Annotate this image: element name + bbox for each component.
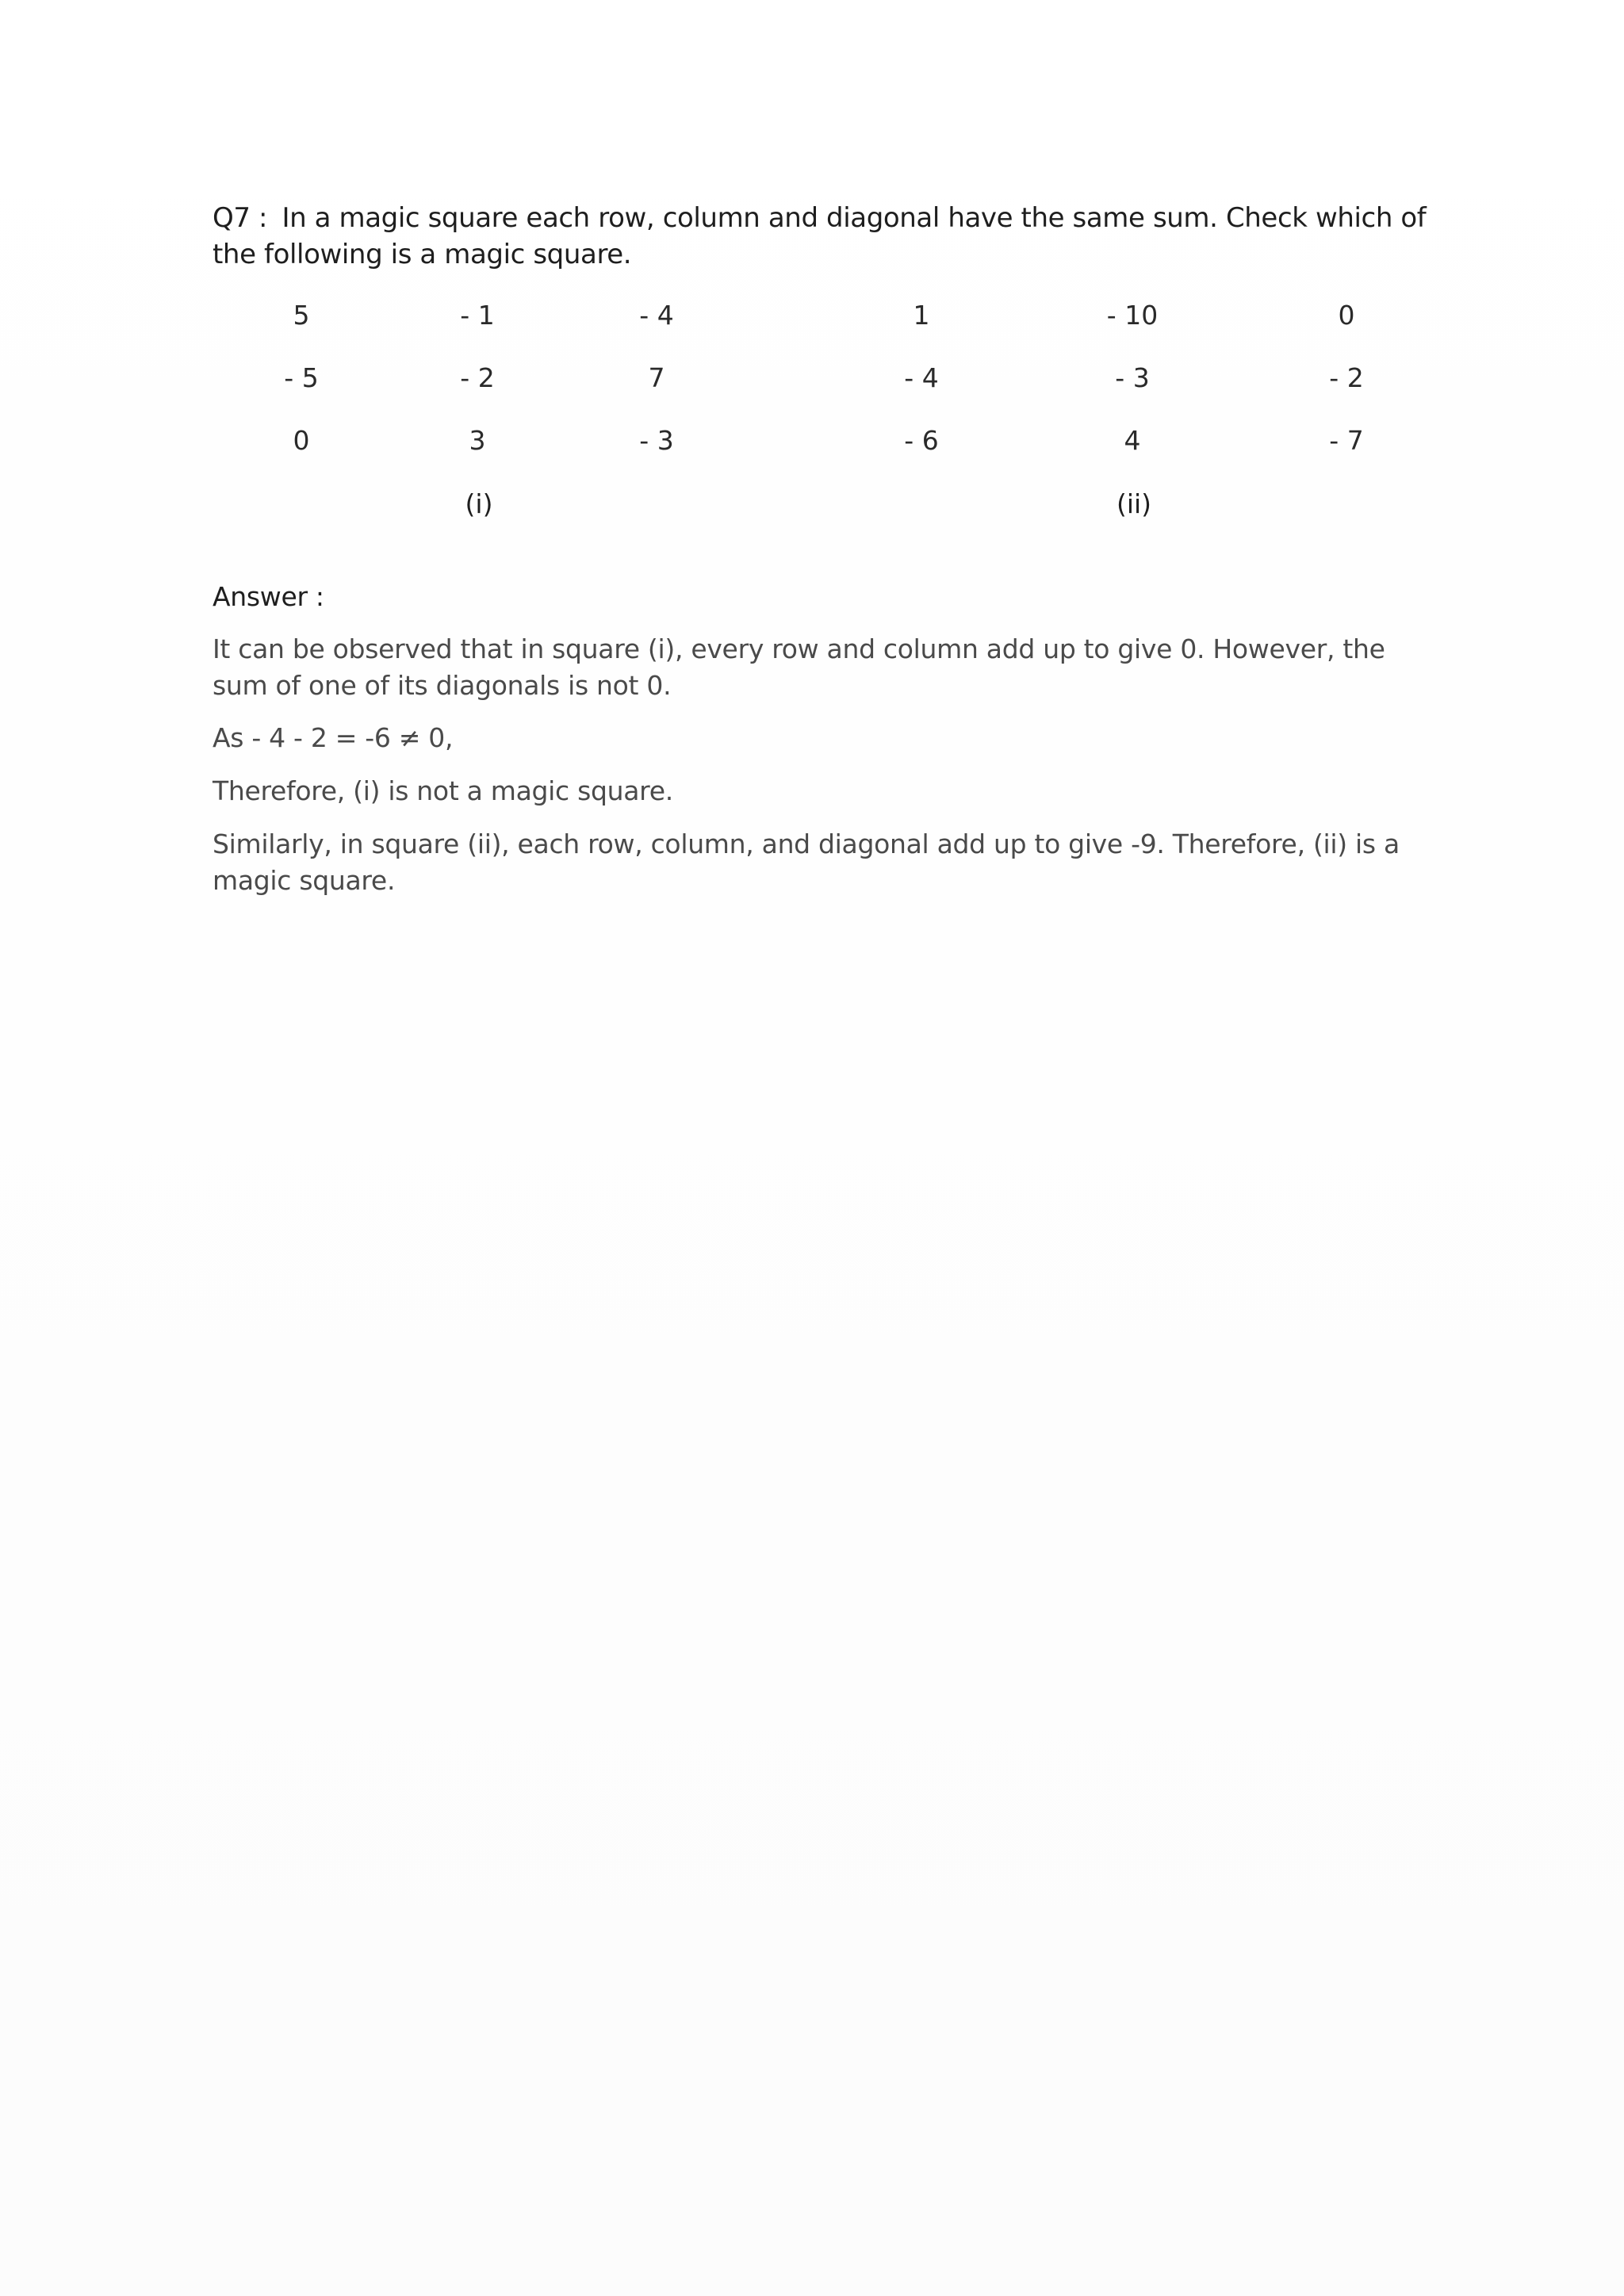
square-i-cell: - 2 (460, 362, 495, 393)
square-ii-cell: - 10 (1106, 300, 1159, 331)
square-i-cell: 5 (293, 300, 310, 331)
answer-paragraph: Similarly, in square (ii), each row, column, and diagonal add up to give -9. Therefore, (ii) is a magic square. (213, 828, 1400, 896)
square-ii-cell: 4 (1124, 425, 1141, 456)
question-text: In a magic square each row, column and diagonal have the same sum. Check which of the following is a magic square. (213, 202, 1427, 270)
square-ii-cell: - 4 (904, 362, 939, 393)
answer-heading: Answer : (213, 581, 324, 612)
question (213, 200, 1434, 273)
square-i-cell: 7 (648, 362, 665, 393)
square-i-cell: 0 (293, 425, 310, 456)
square-i-cell: 3 (469, 425, 486, 456)
square-ii-cell: - 7 (1329, 425, 1364, 456)
square-i-caption: (i) (465, 488, 493, 519)
square-i-cell: - 1 (460, 300, 495, 331)
square-ii-cell: - 6 (904, 425, 939, 456)
square-ii-caption: (ii) (1116, 488, 1152, 519)
question-number: Q7 : (213, 202, 268, 234)
square-ii-cell: 1 (913, 300, 930, 331)
square-ii-cell: - 2 (1329, 362, 1364, 393)
square-i-cell: - 4 (639, 300, 674, 331)
square-ii-cell: - 3 (1115, 362, 1150, 393)
answer-paragraph: Therefore, (i) is not a magic square. (213, 775, 673, 806)
square-i-cell: - 5 (284, 362, 319, 393)
square-ii-cell: 0 (1338, 300, 1355, 331)
answer-paragraph: As - 4 - 2 = -6 ≠ 0, (213, 722, 454, 753)
square-i-cell: - 3 (639, 425, 674, 456)
answer-paragraph: It can be observed that in square (i), every row and column add up to give 0. However, the sum of one of its diagonals is not 0. (213, 633, 1385, 701)
